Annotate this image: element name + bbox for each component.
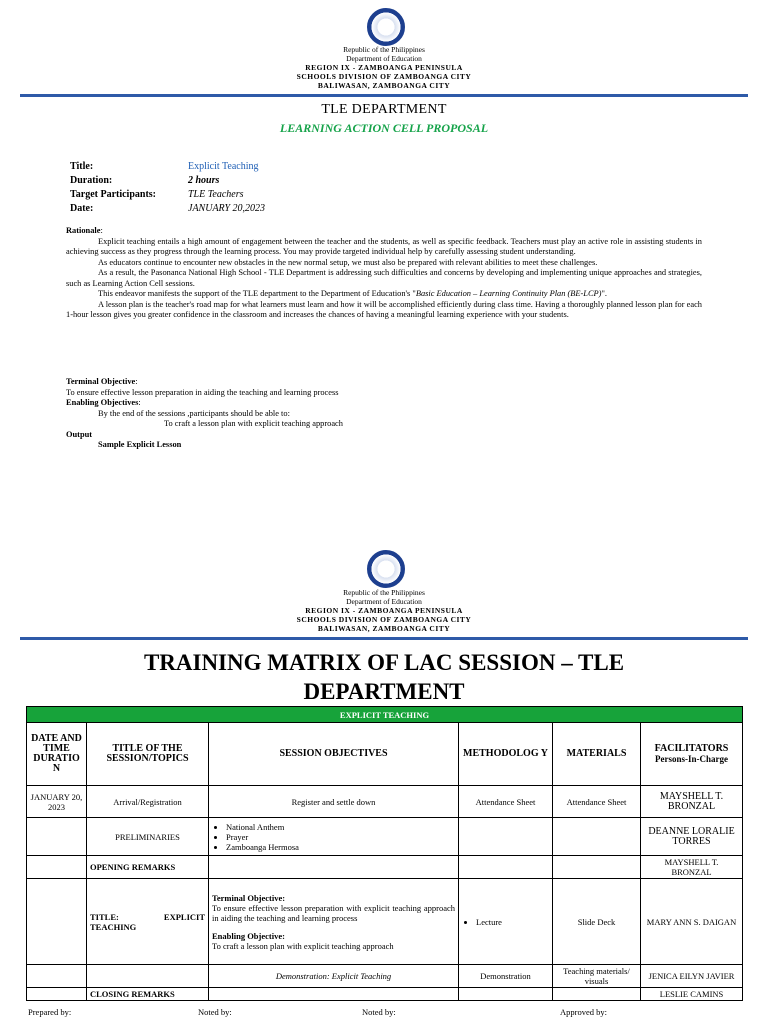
prepared-by-label: Prepared by: (28, 1007, 72, 1017)
approved-by-label: Approved by: (560, 1007, 607, 1017)
letterhead-2: Republic of the Philippines Department of Education REGION IX - ZAMBOANGA PENINSULA SCHOOLS DIVISION OF ZAMBOANGA CITY BALIWASAN, ZAMBOANGA CITY (296, 588, 472, 633)
rationale-section: Rationale: Explicit teaching entails a high amount of engagement between the teacher and the students, as well as specific feedback. Teachers must play an active role in assisting students in achieving success as they progress through the learning process. You may provide targeted individual help by carefully assessing student understanding. As educators continue to encounter new obstacles in the new normal setup, we must also be prepared with relevant abilities to meet these challenges. As a result, the Pasonanca National High School - TLE Department is addressing such difficulties and concerns by developing and implementing unique approaches and strategies, such as Learning Action Cell sessions. This endeavor manifests the support of the TLE department to the Department of Education's "Basic Education – Learning Continuity Plan (BE-LCP)". A lesson plan is the teacher's road map for what learners must learn and how it will be accomplished efficiently during class time. Having a thoroughly planned lesson plan for each 1-hour lesson gives you greater confidence in the classroom and increases the chances of having a meaningful learning experience with your students. (66, 226, 702, 319)
department-title: TLE DEPARTMENT (321, 102, 447, 117)
noted-by-label: Noted by: (198, 1007, 232, 1017)
letterhead: Republic of the Philippines Department of Education REGION IX - ZAMBOANGA PENINSULA SCHOOLS DIVISION OF ZAMBOANGA CITY BALIWASAN, ZAMBOANGA CITY (296, 45, 472, 90)
proposal-info: Title: Explicit Teaching Duration: 2 hours Target Participants: TLE Teachers Date: JANUARY 20,2023 (70, 161, 266, 214)
header-divider-2 (20, 637, 748, 640)
title-value: Explicit Teaching (188, 161, 259, 172)
table-row: PRELIMINARIES • National Anthem • Prayer • Zamboanga Hermosa DEANNE LORALIE TORRES (27, 818, 743, 856)
table-row: JANUARY 20, 2023 Arrival/Registration Register and settle down Attendance Sheet Attendance Sheet MAYSHELL T. BRONZAL (27, 786, 743, 818)
training-matrix-table (26, 706, 743, 1001)
header-divider (20, 94, 748, 97)
preliminaries-list: • National Anthem • Prayer • Zamboanga Hermosa (212, 822, 455, 852)
objectives-section: Terminal Objective: To ensure effective lesson preparation in aiding the teaching and learning process Enabling Objectives: By the end of the sessions ,participants should be able to: To craft a lesson plan with explicit teaching approach Output Sample Explicit Lesson (66, 377, 343, 449)
table-header-row: DATE AND TIME DURATIO N TITLE OF THE SESSION/TOPICS SESSION OBJECTIVES METHODOLOG Y MATERIALS FACILITATORS Persons-In-Charge (27, 723, 743, 786)
proposal-title: LEARNING ACTION CELL PROPOSAL (279, 121, 489, 135)
table-row: CLOSING REMARKS LESLIE CAMINS (27, 988, 743, 1001)
table-row: TITLE: EXPLICIT TEACHING Terminal Objective: To ensure effective lesson preparation with explicit teaching approach in aiding the teaching and learning process Enabling Objective: To craft a lesson plan with explicit teaching approach • Lecture Slide Deck MARY ANN S. DAIGAN (27, 879, 743, 965)
matrix-title: TRAINING MATRIX OF LAC SESSION – TLE DEPARTMENT (143, 650, 625, 704)
table-row: Demonstration: Explicit Teaching Demonstration Teaching materials/ visuals JENICA EILYN JAVIER (27, 965, 743, 988)
table-banner-row: EXPLICIT TEACHING (27, 707, 743, 723)
table-row: OPENING REMARKS MAYSHELL T. BRONZAL (27, 856, 743, 879)
deped-seal-icon-2 (367, 550, 405, 588)
deped-seal-icon (367, 8, 405, 46)
noted-by-label-2: Noted by: (362, 1007, 396, 1017)
